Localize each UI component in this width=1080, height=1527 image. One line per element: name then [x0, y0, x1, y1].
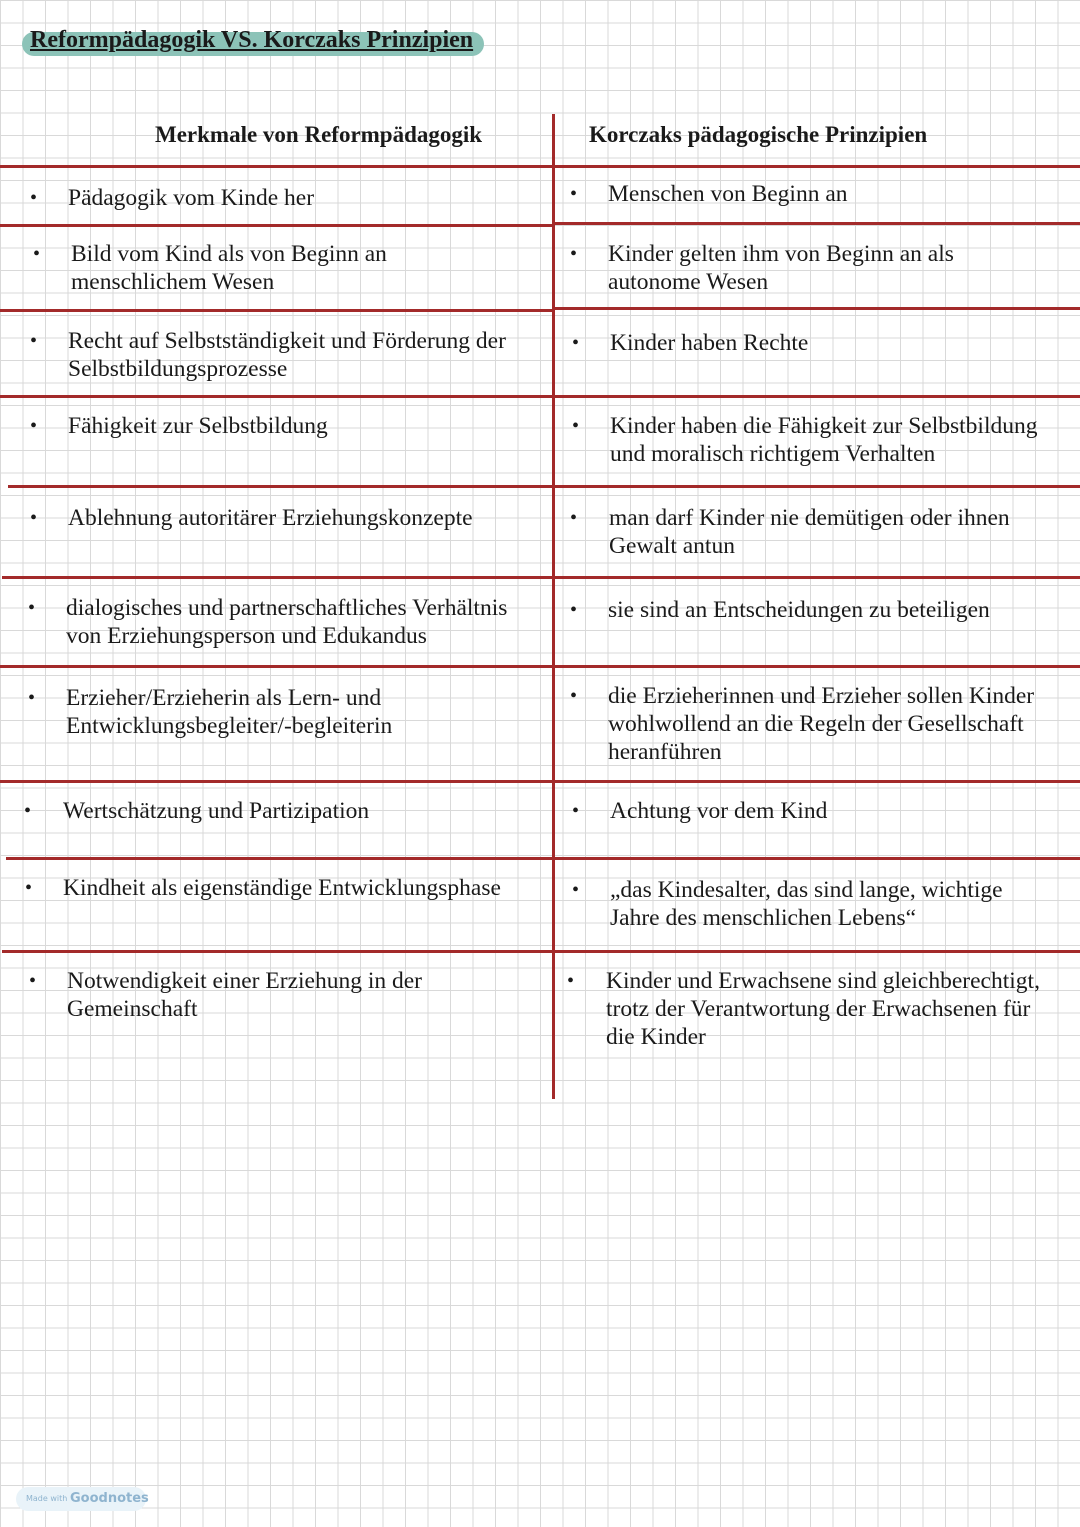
- left-item: Wertschätzung und Partizipation: [63, 798, 370, 824]
- bullet-icon: •: [572, 415, 580, 437]
- made-with-label: Made with: [26, 1494, 68, 1503]
- bullet-icon: •: [570, 507, 578, 529]
- header-right: Korczaks pädagogische Prinzipien: [589, 122, 928, 147]
- bullet-icon: •: [25, 877, 33, 899]
- right-item: die Erzieherinnen und Erzieher sollen Kinder wohlwollend an die Regeln der Gesellschaft heranführen: [608, 683, 1035, 765]
- bullet-icon: •: [572, 879, 580, 901]
- right-item: Kinder haben Rechte: [610, 330, 809, 356]
- row-separator: [554, 950, 1080, 953]
- right-item: Kinder haben die Fähigkeit zur Selbstbildung und moralisch richtigem Verhalten: [610, 413, 1038, 467]
- row-separator: [8, 485, 553, 488]
- row-separator: [6, 857, 553, 860]
- bullet-icon: •: [570, 243, 578, 265]
- right-item: „das Kindesalter, das sind lange, wichtige Jahre des menschlichen Lebens“: [610, 877, 1003, 931]
- row-separator: [0, 165, 553, 168]
- bullet-icon: •: [30, 415, 38, 437]
- right-item: Achtung vor dem Kind: [610, 798, 828, 824]
- left-item: Kindheit als eigenständige Entwicklungsphase: [63, 875, 501, 901]
- left-item: Fähigkeit zur Selbstbildung: [68, 413, 328, 439]
- left-item: Recht auf Selbstständigkeit und Förderung der Selbstbildungsprozesse: [68, 328, 506, 382]
- row-separator: [2, 576, 553, 579]
- right-item: Kinder gelten ihm von Beginn an als autonome Wesen: [608, 241, 954, 295]
- row-separator: [554, 222, 1080, 225]
- left-item: Ablehnung autoritärer Erziehungskonzepte: [68, 505, 473, 531]
- row-separator: [554, 857, 1080, 860]
- right-item: man darf Kinder nie demütigen oder ihnen Gewalt antun: [609, 505, 1010, 559]
- bullet-icon: •: [30, 330, 38, 352]
- bullet-icon: •: [570, 599, 578, 621]
- left-item: Notwendigkeit einer Erziehung in der Gemeinschaft: [67, 968, 422, 1022]
- bullet-icon: •: [24, 800, 32, 822]
- bullet-icon: •: [30, 507, 38, 529]
- right-item: sie sind an Entscheidungen zu beteiligen: [608, 597, 990, 623]
- bullet-icon: •: [33, 243, 41, 265]
- row-separator: [554, 165, 1080, 168]
- left-item: Pädagogik vom Kinde her: [68, 185, 315, 211]
- right-item: Menschen von Beginn an: [608, 181, 848, 207]
- bullet-icon: •: [570, 685, 578, 707]
- row-separator: [554, 485, 1080, 488]
- row-separator: [0, 395, 553, 398]
- left-item: dialogisches und partnerschaftliches Verhältnis von Erziehungsperson und Edukandus: [66, 595, 508, 649]
- row-separator: [554, 780, 1080, 783]
- row-separator: [554, 395, 1080, 398]
- row-separator: [0, 780, 553, 783]
- row-separator: [554, 576, 1080, 579]
- row-separator: [554, 307, 1080, 310]
- bullet-icon: •: [28, 687, 36, 709]
- left-item: Bild vom Kind als von Beginn an menschlichem Wesen: [71, 241, 387, 295]
- row-separator: [0, 309, 553, 312]
- page-title: Reformpädagogik VS. Korczaks Prinzipien: [30, 27, 474, 53]
- row-separator: [0, 665, 553, 668]
- row-separator: [0, 224, 553, 227]
- left-item: Erzieher/Erzieherin als Lern- und Entwicklungsbegleiter/-begleiterin: [66, 685, 393, 739]
- row-separator: [2, 950, 553, 953]
- bullet-icon: •: [572, 800, 580, 822]
- bullet-icon: •: [30, 187, 38, 209]
- bullet-icon: •: [570, 183, 578, 205]
- row-separator: [554, 665, 1080, 668]
- bullet-icon: •: [572, 332, 580, 354]
- bullet-icon: •: [567, 970, 575, 992]
- bullet-icon: •: [28, 597, 36, 619]
- right-item: Kinder und Erwachsene sind gleichberechtigt, trotz der Verantwortung der Erwachsenen für die Kinder: [606, 968, 1040, 1050]
- bullet-icon: •: [29, 970, 37, 992]
- goodnotes-logo: Goodnotes: [70, 1491, 149, 1506]
- header-left: Merkmale von Reformpädagogik: [155, 122, 483, 147]
- goodnotes-badge: [16, 1487, 149, 1511]
